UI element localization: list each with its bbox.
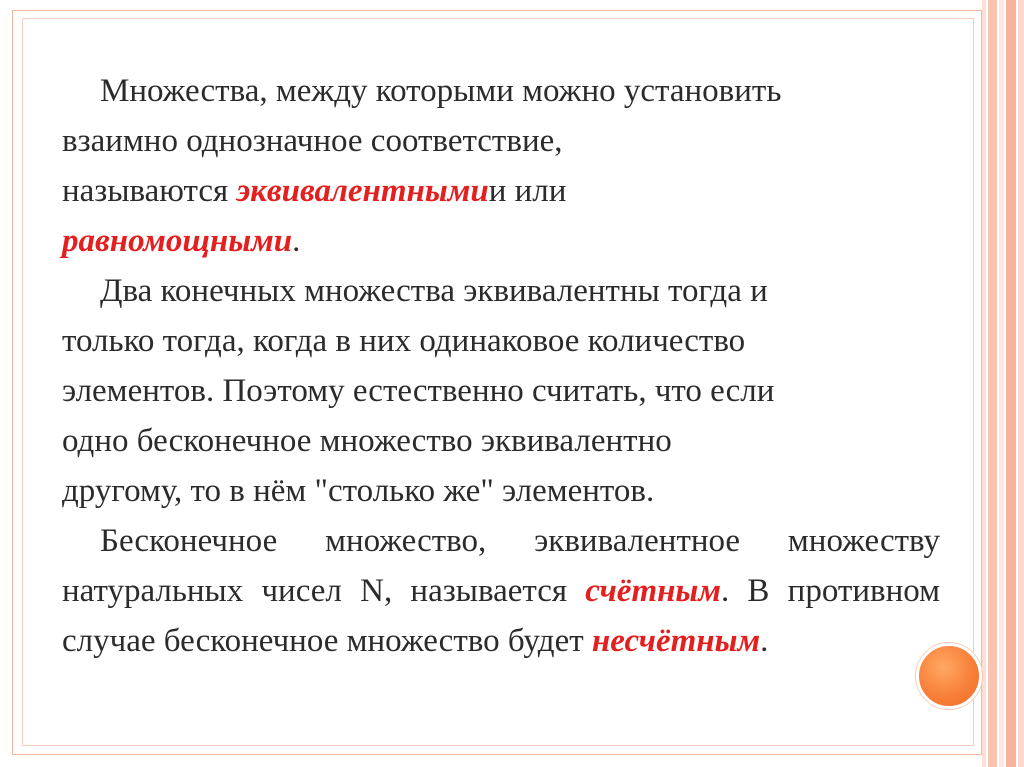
decorative-stripe — [1006, 0, 1016, 767]
term-equivalent: эквивалентными — [236, 173, 489, 209]
p2-line4: одно бесконечное множество эквивалентно — [62, 423, 672, 459]
p2-line3: элементов. Поэтому естественно считать, что если — [62, 373, 775, 409]
decorative-stripe — [1018, 0, 1024, 767]
paragraph-finite-sets — [62, 266, 940, 516]
p2-line2: только тогда, когда в них одинаковое количество — [62, 323, 746, 359]
term-countable: счётным — [585, 573, 721, 609]
p3-text-before: Бесконечное множество, эквивалентное множеству натуральных чисел N, называется — [62, 523, 940, 609]
paragraph-countable — [62, 516, 940, 666]
slide-body — [62, 66, 940, 666]
p1-line2: взаимно однозначное соответствие, — [62, 123, 563, 159]
p2-line5: другому, то в нём "столько же" элементов. — [62, 473, 655, 509]
decorative-stripe — [982, 0, 986, 767]
p1-end: . — [292, 223, 301, 259]
p1-line1: Множества, между которыми можно установить — [100, 73, 782, 109]
paragraph-definition — [62, 66, 940, 266]
p3-text-middle: . В противном случае бесконечное множество будет — [62, 573, 940, 659]
decorative-stripe — [999, 0, 1004, 767]
term-uncountable: несчётным — [591, 623, 761, 659]
p1-line3-prefix: называются — [62, 173, 237, 209]
decorative-stripe — [988, 0, 997, 767]
p3-end: . — [760, 623, 769, 659]
p1-term1-suffix: и или — [488, 173, 567, 209]
p2-line1: Два конечных множества эквивалентны тогда и — [100, 273, 768, 309]
term-equipotent: равномощными — [62, 223, 293, 259]
